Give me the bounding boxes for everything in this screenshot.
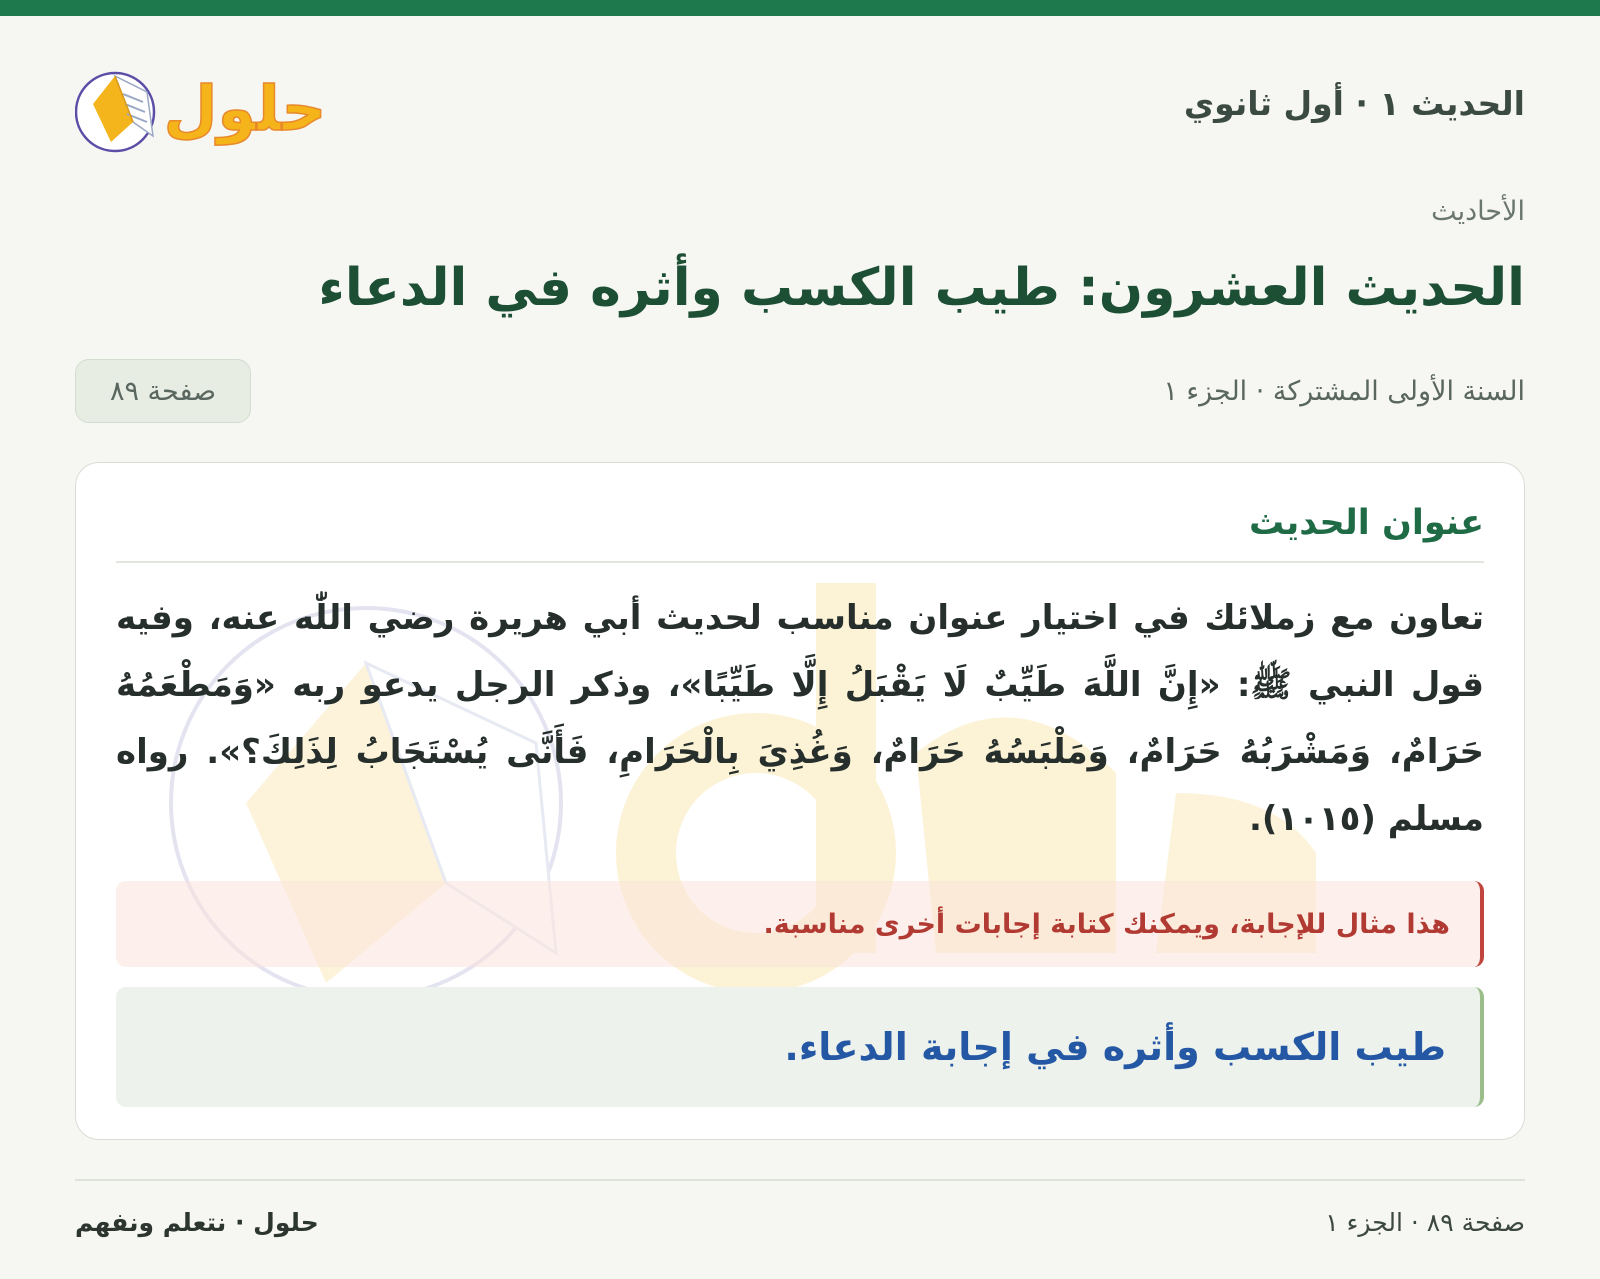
answer-box: [116, 987, 1484, 1107]
footer-page-info: صفحة ٨٩ · الجزء ١: [1325, 1208, 1525, 1237]
answer-note: [116, 881, 1484, 967]
section-divider: [116, 561, 1484, 563]
hulul-logo[interactable]: [75, 52, 335, 162]
header-title: الحديث ١ · أول ثانوي: [1183, 84, 1525, 123]
page-number-badge: صفحة ٨٩: [75, 359, 251, 423]
question-text: تعاون مع زملائك في اختيار عنوان مناسب لحديث أبي هريرة رضي اللّٰه عنه، وفيه قول النبي ﷺ: «إِنَّ اللَّهَ طَيِّبٌ لَا يَقْبَلُ إِلَّا طَيِّبًا»، وذكر الرجل يدعو ربه «وَمَطْعَمُهُ حَرَامٌ، وَمَشْرَبُهُ حَرَامٌ، وَمَلْبَسُهُ حَرَامٌ، وَغُذِيَ بِالْحَرَامِ، فَأَنَّى يُسْتَجَابُ لِذَلِكَ؟». رواه مسلم (١٠١٥).: [116, 598, 1484, 839]
answer-note-text: هذا مثال للإجابة، ويمكنك كتابة إجابات أخرى مناسبة.: [763, 908, 1450, 940]
top-accent-bar: [0, 0, 1600, 16]
header: [75, 52, 1525, 162]
question-card: [75, 462, 1525, 1140]
page-title: الحديث العشرون: طيب الكسب وأثره في الدعاء: [318, 258, 1525, 318]
breadcrumb[interactable]: الأحاديث: [1431, 196, 1525, 227]
logo-wordmark: حلول: [163, 72, 327, 145]
section-title: عنوان الحديث: [1249, 503, 1484, 543]
footer-divider: [75, 1179, 1525, 1181]
book-meta: السنة الأولى المشتركة · الجزء ١: [1163, 376, 1525, 407]
answer-text: طيب الكسب وأثره في إجابة الدعاء.: [784, 1025, 1446, 1069]
footer-brand[interactable]: حلول · نتعلم ونفهم: [75, 1208, 319, 1237]
